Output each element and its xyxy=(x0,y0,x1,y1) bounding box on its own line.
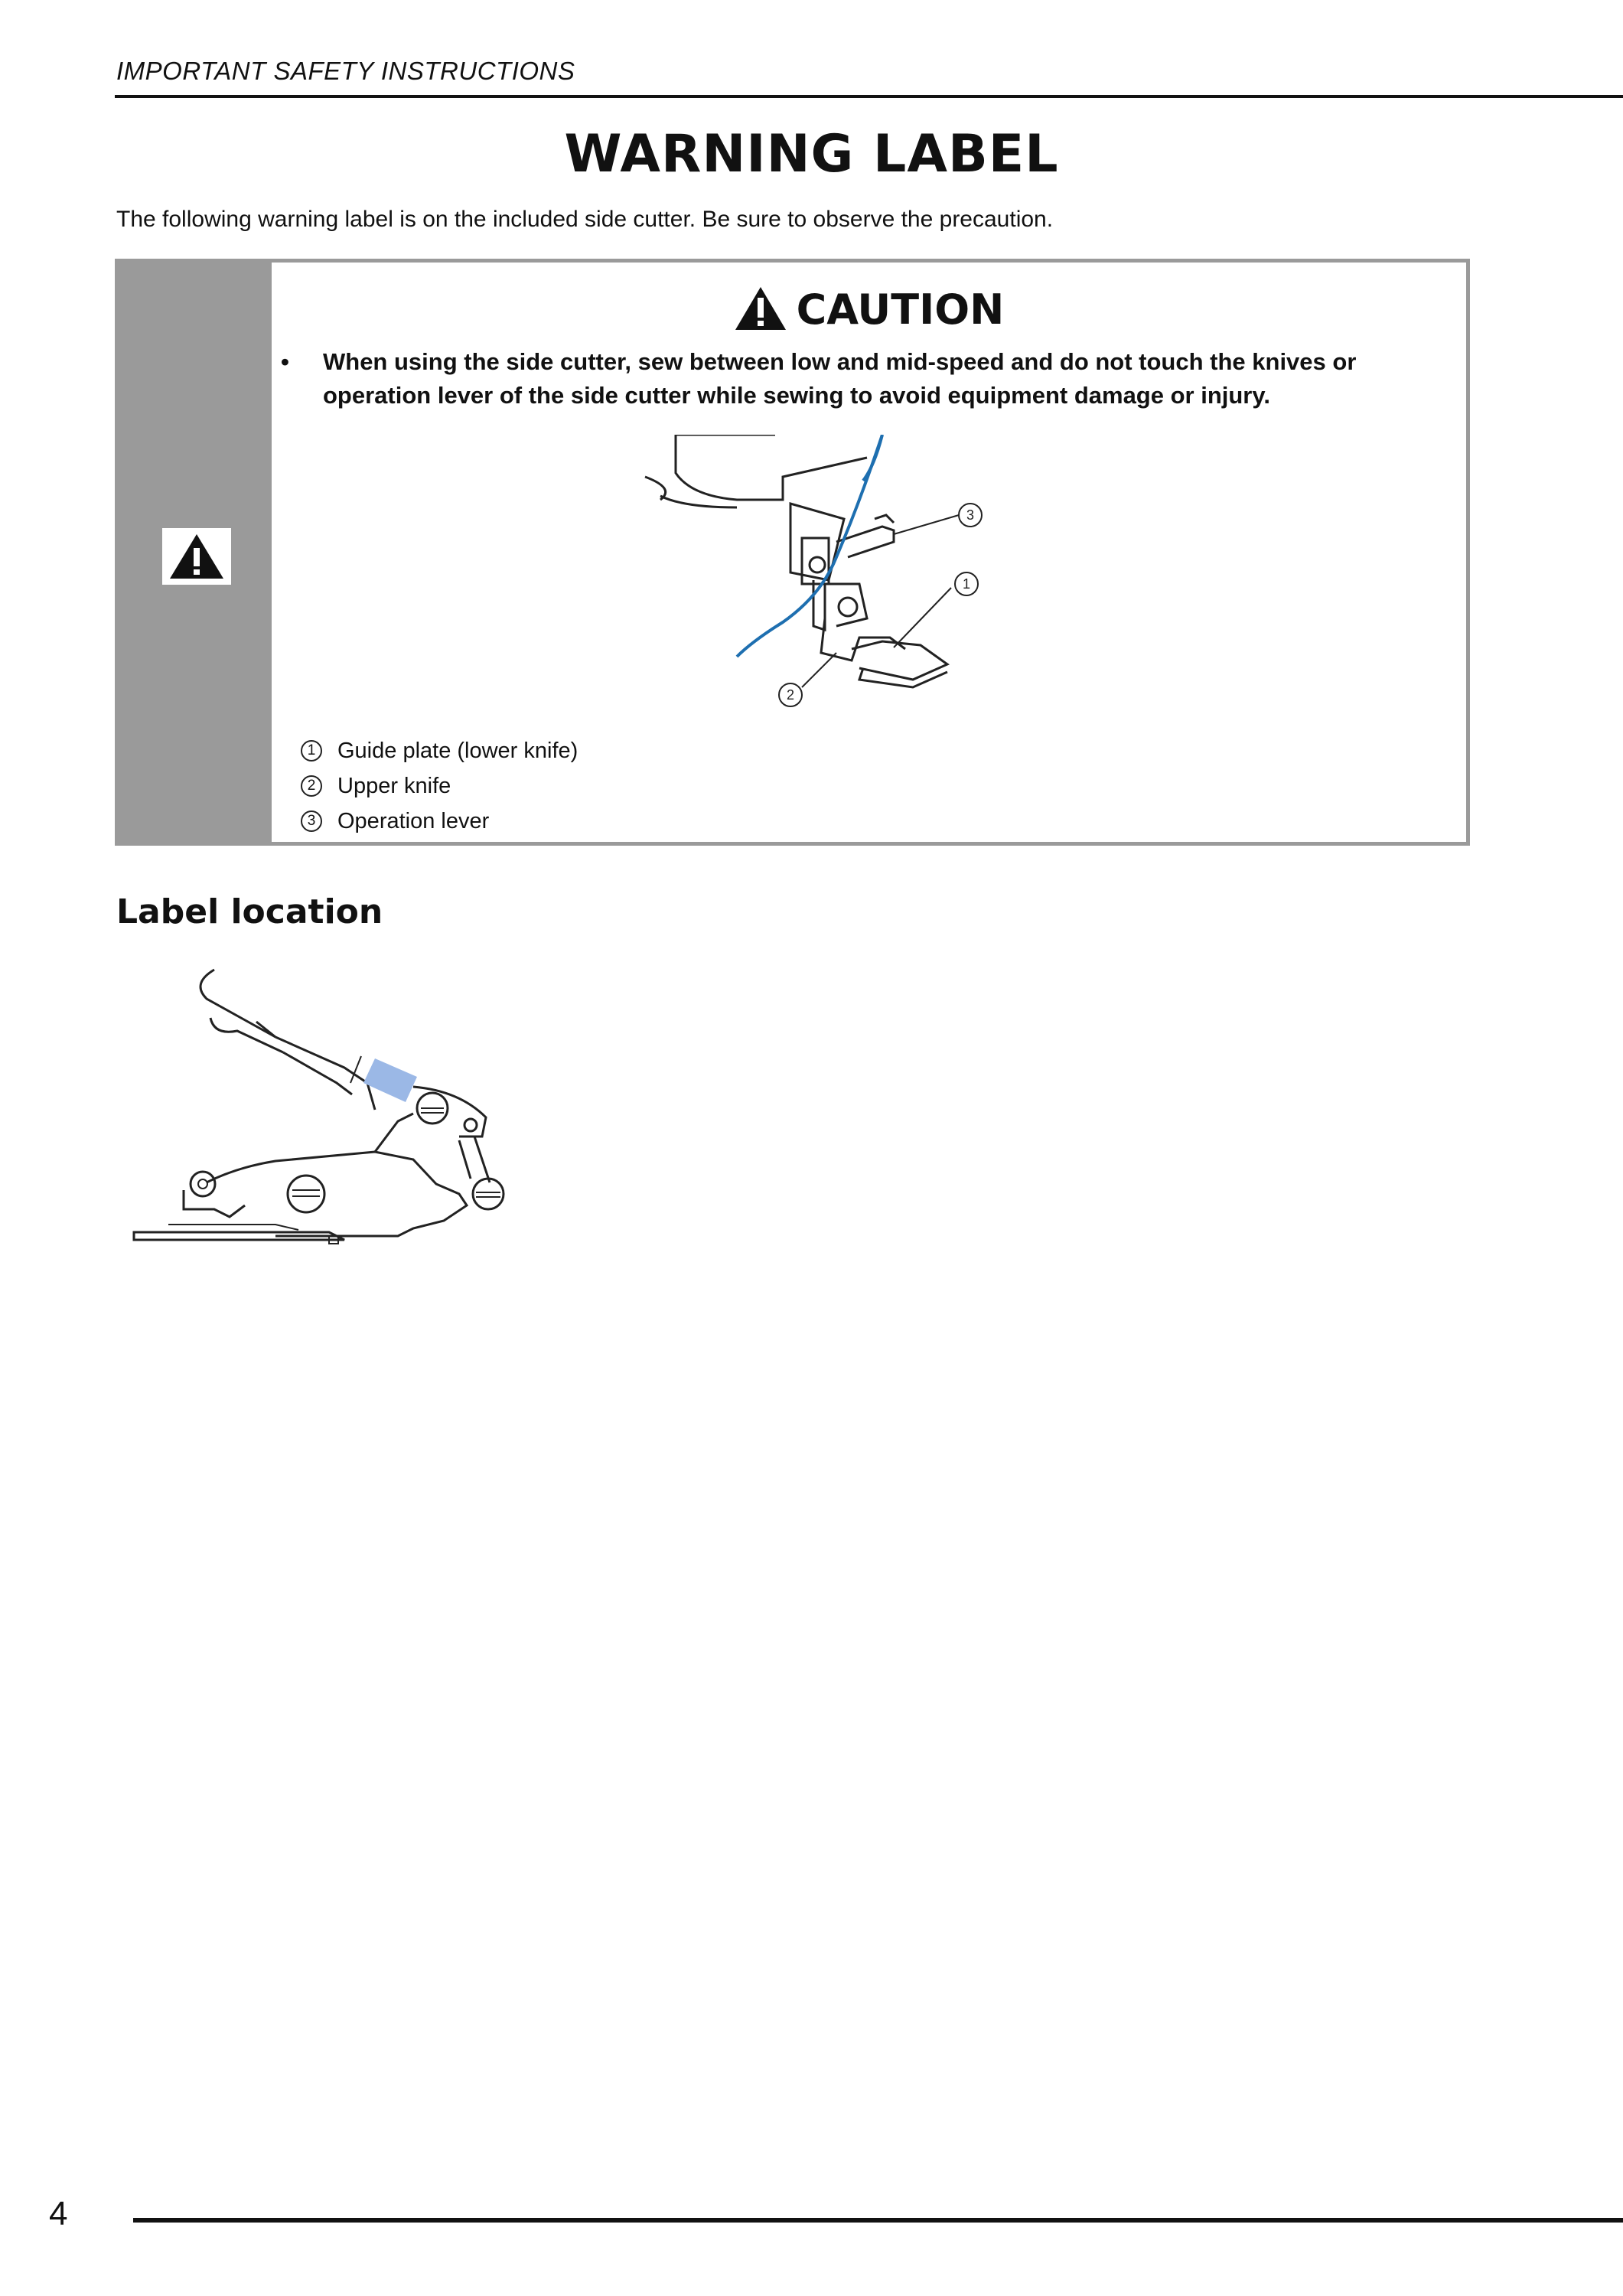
caution-heading-text: CAUTION xyxy=(796,285,1005,334)
legend-num: 3 xyxy=(301,810,322,832)
figure-legend xyxy=(301,733,578,839)
left-clamp-screw-center xyxy=(198,1179,207,1189)
cutter-main-body xyxy=(207,1152,467,1236)
left-clamp-screw-icon xyxy=(191,1172,215,1196)
machine-head-outline xyxy=(676,435,867,500)
caution-item-text: When using the side cutter, sew between low and mid-speed and do not touch the knives or operation lever of the side cutter while sewing to avoid equipment damage or injury. xyxy=(323,348,1357,409)
header-rule xyxy=(115,95,1623,98)
footer-rule xyxy=(133,2218,1623,2223)
foot-screw-icon xyxy=(839,598,857,616)
location-knife-edge xyxy=(168,1225,298,1230)
callout-2-leader xyxy=(802,653,836,687)
legend-row xyxy=(301,768,578,804)
callout-3-num: 3 xyxy=(966,507,975,523)
right-screw-icon xyxy=(473,1179,504,1209)
legend-row xyxy=(301,804,578,839)
left-clamp xyxy=(184,1190,245,1217)
clamp-screw-icon xyxy=(810,557,825,572)
arm-lower-edge xyxy=(283,1052,352,1094)
callout-3-leader xyxy=(894,515,959,534)
cutter-body xyxy=(790,504,844,580)
caution-side-bar xyxy=(119,263,272,842)
middle-screw-slot xyxy=(292,1190,320,1196)
legend-num: 2 xyxy=(301,775,322,797)
linkage-down-b xyxy=(459,1140,471,1179)
caution-triangle-icon xyxy=(734,285,787,331)
body-arm-joint xyxy=(375,1114,413,1152)
arm-upper-edge xyxy=(275,1037,375,1110)
legend-label: Guide plate (lower knife) xyxy=(337,738,578,763)
caution-box xyxy=(115,259,1470,846)
label-location-heading: Label location xyxy=(116,892,383,931)
fork-arm-inner xyxy=(256,1022,275,1037)
lever-tip xyxy=(875,515,894,523)
legend-label: Operation lever xyxy=(337,808,490,833)
callout-1-num: 1 xyxy=(962,576,971,592)
side-cutter-figure xyxy=(630,435,1150,733)
upper-knife xyxy=(821,618,905,660)
middle-screw-icon xyxy=(288,1176,324,1212)
running-header: IMPORTANT SAFETY INSTRUCTIONS xyxy=(116,57,575,85)
intro-text: The following warning label is on the included side cutter. Be sure to observe the precaution. xyxy=(116,207,1054,232)
page-title: WARNING LABEL xyxy=(564,124,1059,184)
operation-lever xyxy=(836,527,894,557)
guide-plate xyxy=(852,641,947,680)
side-warning-icon xyxy=(162,528,231,585)
caution-item xyxy=(281,345,1444,413)
linkage-down-a xyxy=(474,1137,490,1182)
caution-heading xyxy=(272,285,1466,334)
thread-line xyxy=(737,435,882,657)
page-number: 4 xyxy=(49,2195,68,2232)
callout-1-leader xyxy=(894,588,951,647)
caution-bullet: • xyxy=(281,348,289,375)
legend-row xyxy=(301,733,578,768)
callout-2-num: 2 xyxy=(786,687,795,703)
right-screw-slot xyxy=(476,1192,500,1197)
legend-num: 1 xyxy=(301,740,322,762)
top-screw-slot xyxy=(421,1108,444,1113)
legend-label: Upper knife xyxy=(337,773,451,798)
linkage-pin xyxy=(464,1119,477,1131)
label-location-figure xyxy=(122,960,520,1263)
